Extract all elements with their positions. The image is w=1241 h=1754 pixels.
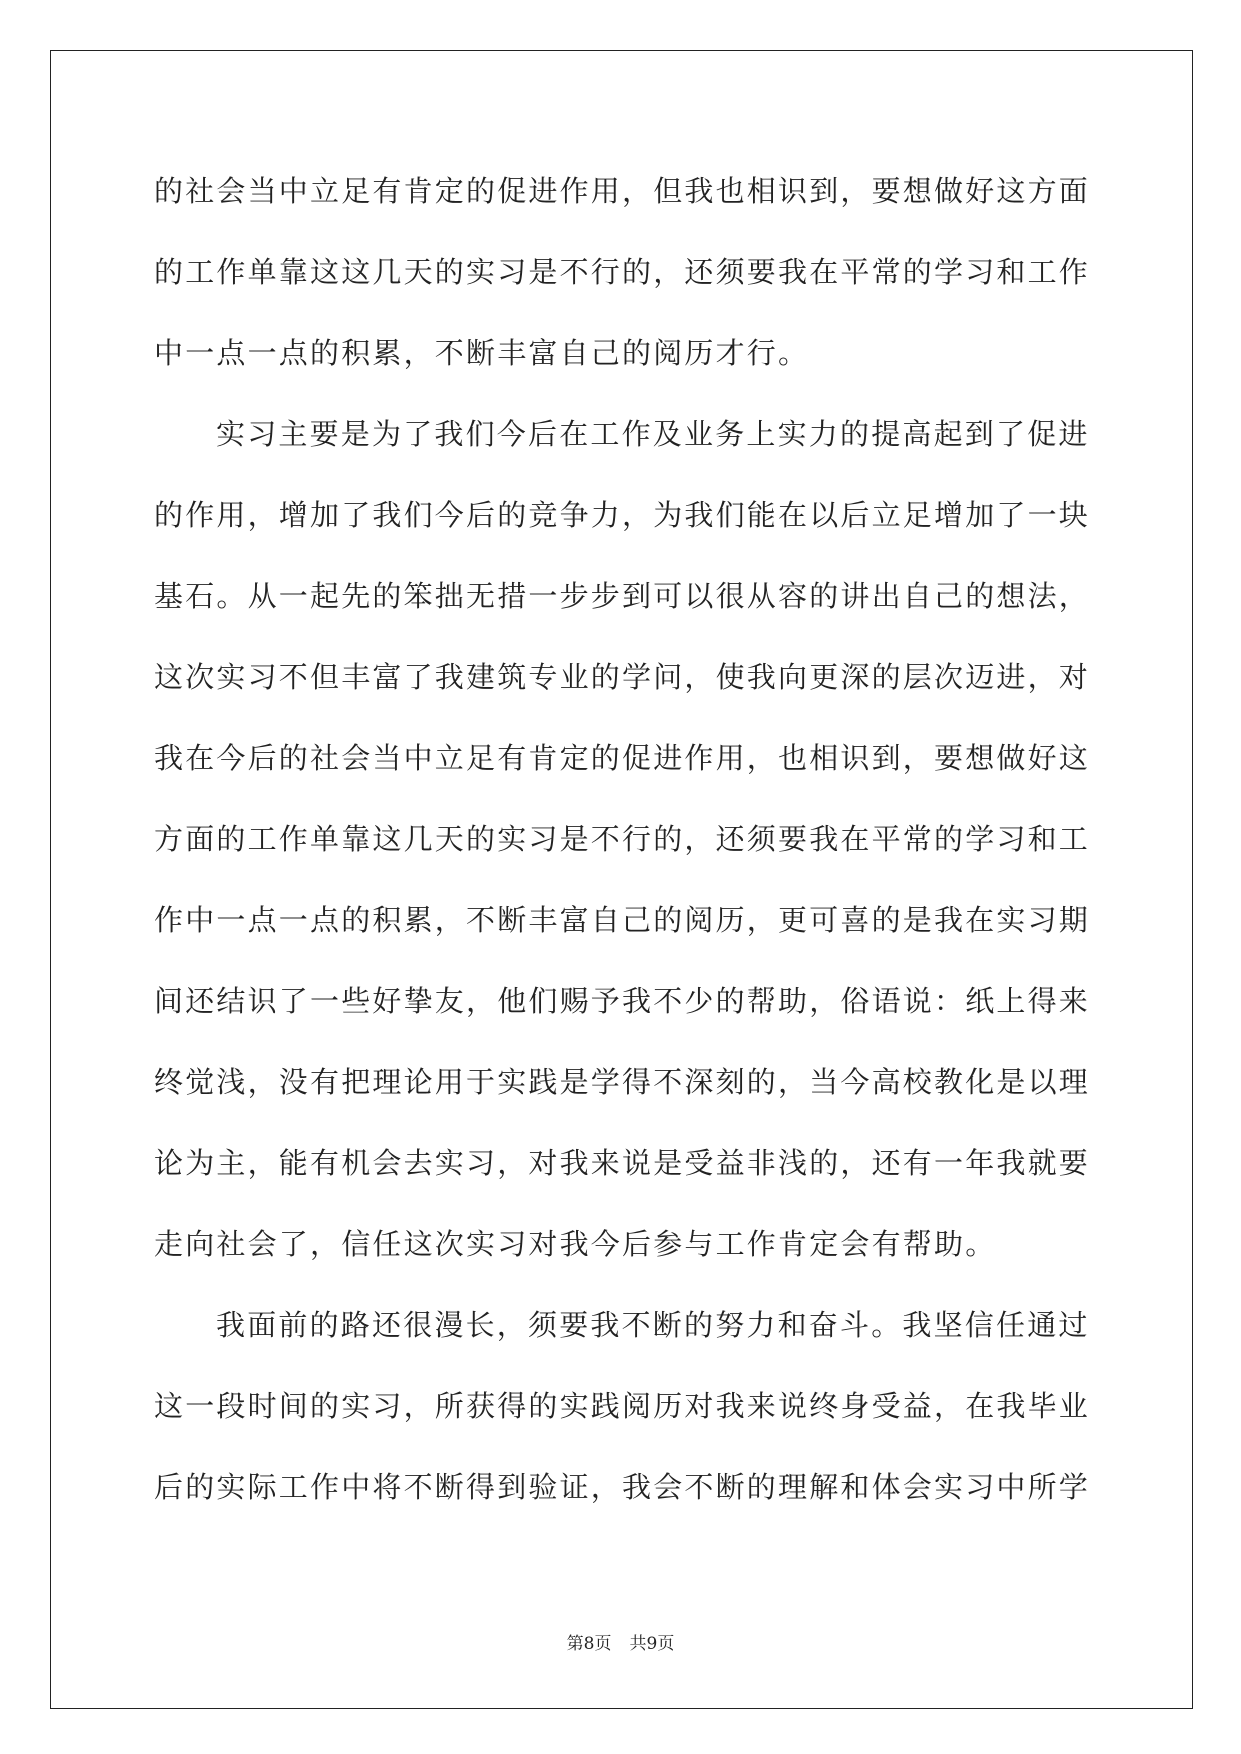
text-line: 方面的工作单靠这几天的实习是不行的，还须要我在平常的学习和工	[154, 822, 1091, 856]
text-line: 我在今后的社会当中立足有肯定的促进作用，也相识到，要想做好这	[154, 741, 1091, 775]
paragraph	[154, 1285, 1099, 1528]
text-line: 走向社会了，信任这次实习对我今后参与工作肯定会有帮助。	[154, 1227, 997, 1261]
page-footer	[0, 1632, 1241, 1656]
text-line: 间还结识了一些好挚友，他们赐予我不少的帮助，俗语说：纸上得来	[154, 984, 1091, 1018]
text-line: 终觉浅，没有把理论用于实践是学得不深刻的，当今高校教化是以理	[154, 1065, 1091, 1099]
text-line: 后的实际工作中将不断得到验证，我会不断的理解和体会实习中所学	[154, 1470, 1091, 1504]
text-line: 这一段时间的实习，所获得的实践阅历对我来说终身受益，在我毕业	[154, 1389, 1091, 1423]
paragraph	[154, 394, 1099, 1285]
page-total: 共9页	[629, 1634, 675, 1654]
text-line: 的社会当中立足有肯定的促进作用，但我也相识到，要想做好这方面	[154, 174, 1091, 208]
text-line: 实习主要是为了我们今后在工作及业务上实力的提高起到了促进	[216, 417, 1090, 451]
text-line: 中一点一点的积累，不断丰富自己的阅历才行。	[154, 336, 810, 370]
text-line: 作中一点一点的积累，不断丰富自己的阅历，更可喜的是我在实习期	[154, 903, 1091, 937]
text-line: 这次实习不但丰富了我建筑专业的学问，使我向更深的层次迈进，对	[154, 660, 1091, 694]
paragraph	[154, 151, 1099, 394]
text-line: 论为主，能有机会去实习，对我来说是受益非浅的，还有一年我就要	[154, 1146, 1091, 1180]
text-line: 的作用，增加了我们今后的竞争力，为我们能在以后立足增加了一块	[154, 498, 1091, 532]
text-line: 我面前的路还很漫长，须要我不断的努力和奋斗。我坚信任通过	[216, 1308, 1090, 1342]
page-number: 第8页	[566, 1634, 612, 1654]
text-line: 的工作单靠这这几天的实习是不行的，还须要我在平常的学习和工作	[154, 255, 1091, 289]
text-line: 基石。从一起先的笨拙无措一步步到可以很从容的讲出自己的想法，	[154, 579, 1091, 613]
document-body	[154, 151, 1099, 1528]
